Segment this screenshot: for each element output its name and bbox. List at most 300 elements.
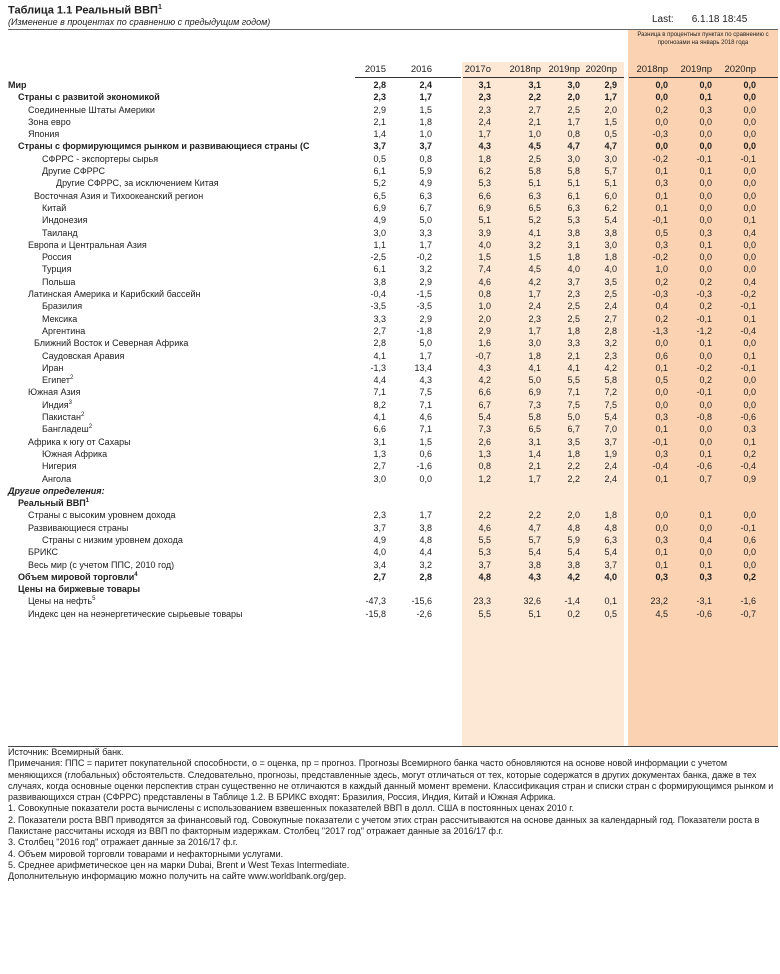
table-cell: 0,6: [655, 350, 668, 361]
table-cell: 5,8: [528, 166, 541, 177]
difference-note: Разница в процентных пунктах по сравнению с прогнозами на январь 2018 года: [637, 32, 769, 46]
table-cell: 0,0: [699, 80, 712, 90]
table-row: [0, 300, 780, 312]
table-cell: -2,6: [416, 608, 432, 619]
table-cell: 0,5: [604, 608, 617, 619]
table-cell: 0,9: [743, 473, 756, 484]
row-label-text: Страны с низким уровнем дохода: [42, 534, 183, 545]
table-cell: -0,6: [740, 412, 756, 423]
table-cell: 0,0: [699, 178, 712, 189]
table-cell: 0,1: [699, 92, 712, 103]
last-updated: Last: 6.1.18 18:45: [652, 14, 748, 25]
table-cell: 3,2: [419, 559, 432, 570]
table-cell: 1,0: [528, 129, 541, 140]
table-cell: -0,1: [652, 215, 668, 226]
row-label-text: Реальный ВВП: [18, 498, 86, 509]
footnote-line: 5. Среднее арифметическое цен на марки Dubai, Brent и West Texas Intermediate.: [8, 859, 350, 870]
table-cell: 5,4: [528, 547, 541, 558]
table-cell: 2,7: [373, 325, 386, 336]
row-label-text: Объем мировой торговли: [18, 571, 135, 582]
table-cell: 5,9: [419, 166, 432, 177]
table-cell: 0,0: [743, 264, 756, 275]
table-cell: -1,6: [740, 596, 756, 607]
row-label-text: Индекс цен на неэнергетические сырьевые товары: [28, 608, 243, 619]
table-cell: 0,6: [743, 534, 756, 545]
table-row: [0, 153, 780, 165]
table-cell: 4,3: [478, 141, 491, 152]
table-row: [0, 546, 780, 558]
row-label: [28, 546, 58, 558]
table-cell: 5,5: [478, 534, 491, 545]
table-cell: 5,1: [528, 178, 541, 189]
table-cell: 5,7: [528, 534, 541, 545]
column-header: 2019пр: [680, 64, 712, 75]
row-label: [42, 153, 158, 165]
table-cell: 5,5: [567, 375, 580, 386]
row-label: [42, 411, 84, 423]
footnotes: [8, 747, 778, 883]
table-cell: 0,0: [743, 338, 756, 349]
table-cell: 7,0: [604, 424, 617, 435]
table-cell: 0,8: [567, 129, 580, 140]
table-cell: -47,3: [365, 596, 386, 607]
table-cell: 7,1: [419, 399, 432, 410]
row-label: [42, 313, 77, 325]
table-cell: -15,6: [411, 596, 432, 607]
table-cell: -0,1: [696, 313, 712, 324]
table-cell: 2,8: [373, 338, 386, 349]
table-cell: 5,8: [604, 375, 617, 386]
table-cell: -2,5: [370, 252, 386, 263]
table-cell: 0,0: [743, 239, 756, 250]
table-row: [0, 595, 780, 607]
table-cell: 4,7: [567, 141, 580, 152]
table-cell: 3,7: [373, 522, 386, 533]
table-cell: 0,0: [699, 399, 712, 410]
table-cell: 0,1: [655, 362, 668, 373]
table-cell: 5,8: [567, 166, 580, 177]
table-cell: -0,2: [696, 362, 712, 373]
table-row: [0, 337, 780, 349]
column-header: 2018пр: [509, 64, 541, 75]
table-cell: 3,7: [604, 559, 617, 570]
table-cell: 0,3: [743, 424, 756, 435]
row-label-text: Латинская Америка и Карибский бассейн: [28, 289, 201, 300]
table-row: [0, 485, 780, 497]
row-label: [42, 214, 88, 226]
table-cell: 2,3: [528, 313, 541, 324]
table-cell: 5,4: [478, 412, 491, 423]
table-cell: 3,1: [373, 436, 386, 447]
table-cell: 1,0: [419, 129, 432, 140]
table-cell: 2,4: [478, 116, 491, 127]
row-label: [28, 386, 81, 398]
table-cell: 4,3: [419, 375, 432, 386]
row-label: [28, 559, 174, 571]
table-cell: 4,0: [604, 264, 617, 275]
row-label: [28, 522, 128, 534]
table-cell: 2,8: [604, 325, 617, 336]
row-label-text: Мексика: [42, 313, 78, 324]
table-cell: 1,5: [419, 104, 432, 115]
table-cell: 3,0: [604, 153, 617, 164]
table-cell: 6,2: [478, 166, 491, 177]
row-label-text: Страны с формирующимся рынком и развивающиеся страны (С: [18, 141, 310, 152]
table-cell: 0,0: [699, 264, 712, 275]
row-label: [28, 128, 59, 140]
row-label: [8, 79, 27, 91]
table-cell: 0,4: [743, 227, 756, 238]
table-cell: 2,5: [567, 313, 580, 324]
table-cell: 0,4: [743, 276, 756, 287]
row-label: [34, 190, 203, 202]
table-cell: 4,8: [567, 522, 580, 533]
table-cell: 7,5: [604, 399, 617, 410]
row-label-text: Иран: [42, 362, 64, 373]
table-row: [0, 325, 780, 337]
table-cell: 1,8: [604, 510, 617, 521]
table-cell: -0,2: [652, 252, 668, 263]
table-cell: 0,0: [743, 399, 756, 410]
table-cell: 6,5: [528, 202, 541, 213]
table-cell: 2,8: [419, 571, 432, 582]
table-cell: 5,3: [478, 547, 491, 558]
table-cell: 2,4: [604, 461, 617, 472]
table-cell: 2,1: [567, 350, 580, 361]
row-label: [42, 362, 63, 374]
table-cell: 1,8: [478, 153, 491, 164]
table-cell: 5,1: [528, 608, 541, 619]
table-cell: 2,3: [373, 92, 386, 103]
table-cell: 0,0: [699, 215, 712, 226]
table-cell: 0,2: [655, 313, 668, 324]
table-cell: 0,5: [604, 129, 617, 140]
table-cell: 0,1: [699, 448, 712, 459]
table-cell: 2,2: [528, 510, 541, 521]
row-label-text: Турция: [42, 264, 72, 275]
row-label-text: СФРРС - экспортеры сырья: [42, 153, 159, 164]
table-cell: 3,1: [528, 436, 541, 447]
table-cell: 3,0: [567, 80, 580, 90]
table-cell: 0,1: [743, 350, 756, 361]
table-cell: 1,3: [373, 448, 386, 459]
table-cell: -0,7: [475, 350, 491, 361]
table-cell: 5,1: [604, 178, 617, 189]
table-row: [0, 386, 780, 398]
table-cell: 0,1: [699, 510, 712, 521]
table-cell: -1,8: [416, 325, 432, 336]
table-cell: 0,3: [655, 534, 668, 545]
table-cell: 4,5: [655, 608, 668, 619]
table-cell: -0,4: [740, 325, 756, 336]
table-cell: 0,0: [699, 202, 712, 213]
table-cell: 0,0: [699, 547, 712, 558]
row-label-text: Ангола: [42, 473, 72, 484]
table-cell: 2,5: [567, 104, 580, 115]
table-cell: 4,1: [528, 227, 541, 238]
row-label-text: Другие СФРРС: [42, 166, 106, 177]
row-label-text: Южная Африка: [42, 448, 108, 459]
table-cell: -1,6: [416, 461, 432, 472]
table-cell: -0,2: [740, 289, 756, 300]
table-cell: 0,0: [743, 559, 756, 570]
column-header: 2016: [410, 64, 432, 75]
table-cell: 2,2: [567, 473, 580, 484]
table-cell: 0,1: [699, 239, 712, 250]
row-label: [42, 202, 66, 214]
table-cell: 5,4: [567, 547, 580, 558]
table-cell: 1,8: [567, 252, 580, 263]
table-row: [0, 251, 780, 263]
table-row: [0, 263, 780, 275]
table-cell: 6,9: [478, 202, 491, 213]
table-row: [0, 79, 780, 91]
table-cell: 2,7: [528, 104, 541, 115]
table-cell: 1,5: [604, 116, 617, 127]
table-cell: 4,2: [528, 276, 541, 287]
table-cell: 3,4: [373, 559, 386, 570]
table-cell: 6,1: [373, 264, 386, 275]
table-cell: 4,6: [419, 412, 432, 423]
table-cell: 0,2: [743, 571, 756, 582]
table-cell: 4,0: [478, 239, 491, 250]
table-cell: 23,2: [650, 596, 668, 607]
table-cell: 0,1: [655, 559, 668, 570]
row-label: [28, 436, 131, 448]
table-cell: 4,2: [604, 362, 617, 373]
table-cell: 0,0: [655, 116, 668, 127]
table-cell: 6,1: [567, 190, 580, 201]
row-label-text: Египет: [42, 375, 71, 386]
table-cell: 3,8: [567, 227, 580, 238]
table-cell: 6,9: [373, 202, 386, 213]
column-header: 2018пр: [636, 64, 668, 75]
row-label-text: Индия: [42, 399, 69, 410]
row-label-text: Другие СФРРС, за исключением Китая: [56, 178, 219, 189]
table-cell: 6,2: [604, 202, 617, 213]
table-cell: -0,6: [696, 608, 712, 619]
table-cell: 0,0: [699, 522, 712, 533]
table-cell: 0,5: [655, 227, 668, 238]
table-cell: 2,7: [604, 313, 617, 324]
table-cell: 4,0: [604, 571, 617, 582]
table-cell: 1,7: [478, 129, 491, 140]
table-cell: 4,4: [373, 375, 386, 386]
table-cell: 4,1: [373, 412, 386, 423]
table-cell: 7,1: [373, 387, 386, 398]
table-cell: 1,7: [528, 325, 541, 336]
table-cell: -0,1: [740, 301, 756, 312]
table-cell: 3,0: [373, 473, 386, 484]
table-cell: 0,1: [655, 166, 668, 177]
table-cell: -3,5: [416, 301, 432, 312]
footnote-line: 1. Совокупные показатели роста вычислены с использованием взвешенных показателей ВВП в долл. США в постоянных ценах 2010 г.: [8, 803, 574, 814]
footnote-line: 3. Столбец "2016 год" отражает данные за 2016/17 ф.г.: [8, 837, 238, 848]
table-cell: 0,0: [655, 522, 668, 533]
row-label-text: Индонезия: [42, 215, 88, 226]
table-cell: 6,3: [528, 190, 541, 201]
table-row: [0, 91, 780, 103]
row-label: [28, 116, 71, 128]
row-label: [28, 104, 155, 116]
table-cell: 4,9: [373, 215, 386, 226]
row-label-text: Бангладеш: [42, 424, 89, 435]
table-row: [0, 571, 780, 583]
table-cell: 0,3: [655, 178, 668, 189]
table-cell: 7,1: [419, 424, 432, 435]
table-row: [0, 436, 780, 448]
table-row: [0, 313, 780, 325]
table-row: [0, 497, 780, 509]
table-cell: 1,4: [528, 448, 541, 459]
table-cell: 1,4: [373, 129, 386, 140]
row-label: [42, 374, 73, 386]
table-cell: 5,1: [478, 215, 491, 226]
table-cell: -0,1: [696, 387, 712, 398]
table-cell: -1,3: [652, 325, 668, 336]
table-cell: 4,6: [478, 276, 491, 287]
table-cell: 0,0: [743, 141, 756, 152]
table-row: [0, 522, 780, 534]
table-cell: 4,2: [478, 375, 491, 386]
table-cell: 0,0: [743, 547, 756, 558]
table-cell: 2,2: [567, 461, 580, 472]
table-cell: 4,6: [478, 522, 491, 533]
table-cell: 3,3: [567, 338, 580, 349]
table-row: [0, 177, 780, 189]
table-cell: 1,9: [604, 448, 617, 459]
table-cell: 1,1: [373, 239, 386, 250]
table-cell: 3,5: [567, 436, 580, 447]
table-cell: 1,7: [528, 289, 541, 300]
table-cell: 5,1: [567, 178, 580, 189]
row-label-text: Восточная Азия и Тихоокеанский регион: [34, 190, 204, 201]
row-label-text: Африка к югу от Сахары: [28, 436, 131, 447]
table-cell: 32,6: [523, 596, 541, 607]
table-cell: 2,2: [528, 92, 541, 103]
table-cell: 3,0: [373, 227, 386, 238]
table-row: [0, 509, 780, 521]
footnote-marker: 2: [80, 412, 85, 419]
table-cell: 0,1: [743, 215, 756, 226]
table-cell: 0,1: [655, 424, 668, 435]
table-cell: 0,3: [699, 571, 712, 582]
row-label: [42, 165, 105, 177]
table-cell: 6,6: [478, 190, 491, 201]
table-cell: 2,9: [604, 80, 617, 90]
table-cell: 5,0: [419, 215, 432, 226]
table-cell: 2,3: [373, 510, 386, 521]
row-label: [42, 251, 72, 263]
table-cell: 0,0: [743, 375, 756, 386]
row-label: [42, 423, 92, 435]
table-cell: -3,1: [696, 596, 712, 607]
footnote-line: Дополнительную информацию можно получить на сайте www.worldbank.org/gep.: [8, 871, 347, 882]
row-label-text: Бразилия: [42, 301, 83, 312]
table-cell: 7,1: [567, 387, 580, 398]
table-cell: -1,2: [696, 325, 712, 336]
table-cell: -0,3: [652, 129, 668, 140]
table-cell: 0,3: [655, 239, 668, 250]
table-cell: -1,4: [564, 596, 580, 607]
table-row: [0, 214, 780, 226]
table-cell: 5,7: [604, 166, 617, 177]
table-cell: 3,0: [528, 338, 541, 349]
table-cell: 0,6: [419, 448, 432, 459]
table-row: [0, 460, 780, 472]
row-label-text: Польша: [42, 276, 76, 287]
row-label-text: Цены на нефть: [28, 596, 93, 607]
table-cell: 2,7: [373, 571, 386, 582]
table-cell: 0,0: [419, 473, 432, 484]
row-label-text: Нигерия: [42, 461, 77, 472]
row-label-text: Весь мир (с учетом ППС, 2010 год): [28, 559, 175, 570]
row-label: [42, 399, 72, 411]
table-cell: 3,8: [604, 227, 617, 238]
table-cell: 1,7: [419, 239, 432, 250]
table-cell: 3,5: [604, 276, 617, 287]
table-cell: 0,0: [655, 387, 668, 398]
table-cell: 0,0: [699, 350, 712, 361]
footnote-line: Источник: Всемирный банк.: [8, 747, 124, 757]
row-label: [42, 227, 78, 239]
table-row: [0, 227, 780, 239]
table-cell: 0,0: [655, 141, 668, 152]
table-cell: 0,0: [743, 510, 756, 521]
row-label: [28, 608, 243, 620]
table-cell: 3,0: [604, 239, 617, 250]
footnote-marker: 2: [88, 424, 93, 431]
table-cell: 2,9: [373, 104, 386, 115]
table-cell: 0,0: [699, 141, 712, 152]
row-label-text: Южная Азия: [28, 387, 81, 398]
row-label: [18, 583, 140, 595]
table-cell: 0,0: [655, 510, 668, 521]
table-cell: 6,7: [567, 424, 580, 435]
table-cell: 0,0: [699, 190, 712, 201]
table-cell: 0,3: [655, 448, 668, 459]
table-cell: 0,0: [743, 92, 756, 103]
footnote-marker: 1: [85, 498, 90, 505]
table-cell: 0,3: [655, 571, 668, 582]
column-header: 2015: [364, 64, 386, 75]
table-cell: 6,0: [604, 190, 617, 201]
table-subtitle: (Изменение в процентах по сравнению с предыдущим годом): [8, 17, 271, 27]
table-cell: 0,0: [743, 202, 756, 213]
table-cell: 2,2: [478, 510, 491, 521]
table-cell: 13,4: [414, 362, 432, 373]
table-cell: 3,7: [419, 141, 432, 152]
table-row: [0, 362, 780, 374]
table-cell: 3,8: [567, 559, 580, 570]
row-label-text: Соединенные Штаты Америки: [28, 104, 155, 115]
footnote-marker: 3: [68, 399, 72, 406]
table-row: [0, 608, 780, 620]
table-cell: 6,6: [373, 424, 386, 435]
table-cell: 5,9: [567, 534, 580, 545]
table-cell: 3,9: [478, 227, 491, 238]
row-label-text: Таиланд: [42, 227, 78, 238]
row-label: [28, 288, 201, 300]
table-cell: 1,5: [419, 436, 432, 447]
table-cell: 2,4: [528, 301, 541, 312]
table-cell: 1,7: [419, 510, 432, 521]
table-cell: -0,4: [740, 461, 756, 472]
table-cell: 0,0: [743, 80, 756, 90]
table-cell: 0,0: [655, 399, 668, 410]
table-cell: 0,2: [699, 301, 712, 312]
table-cell: 7,3: [478, 424, 491, 435]
